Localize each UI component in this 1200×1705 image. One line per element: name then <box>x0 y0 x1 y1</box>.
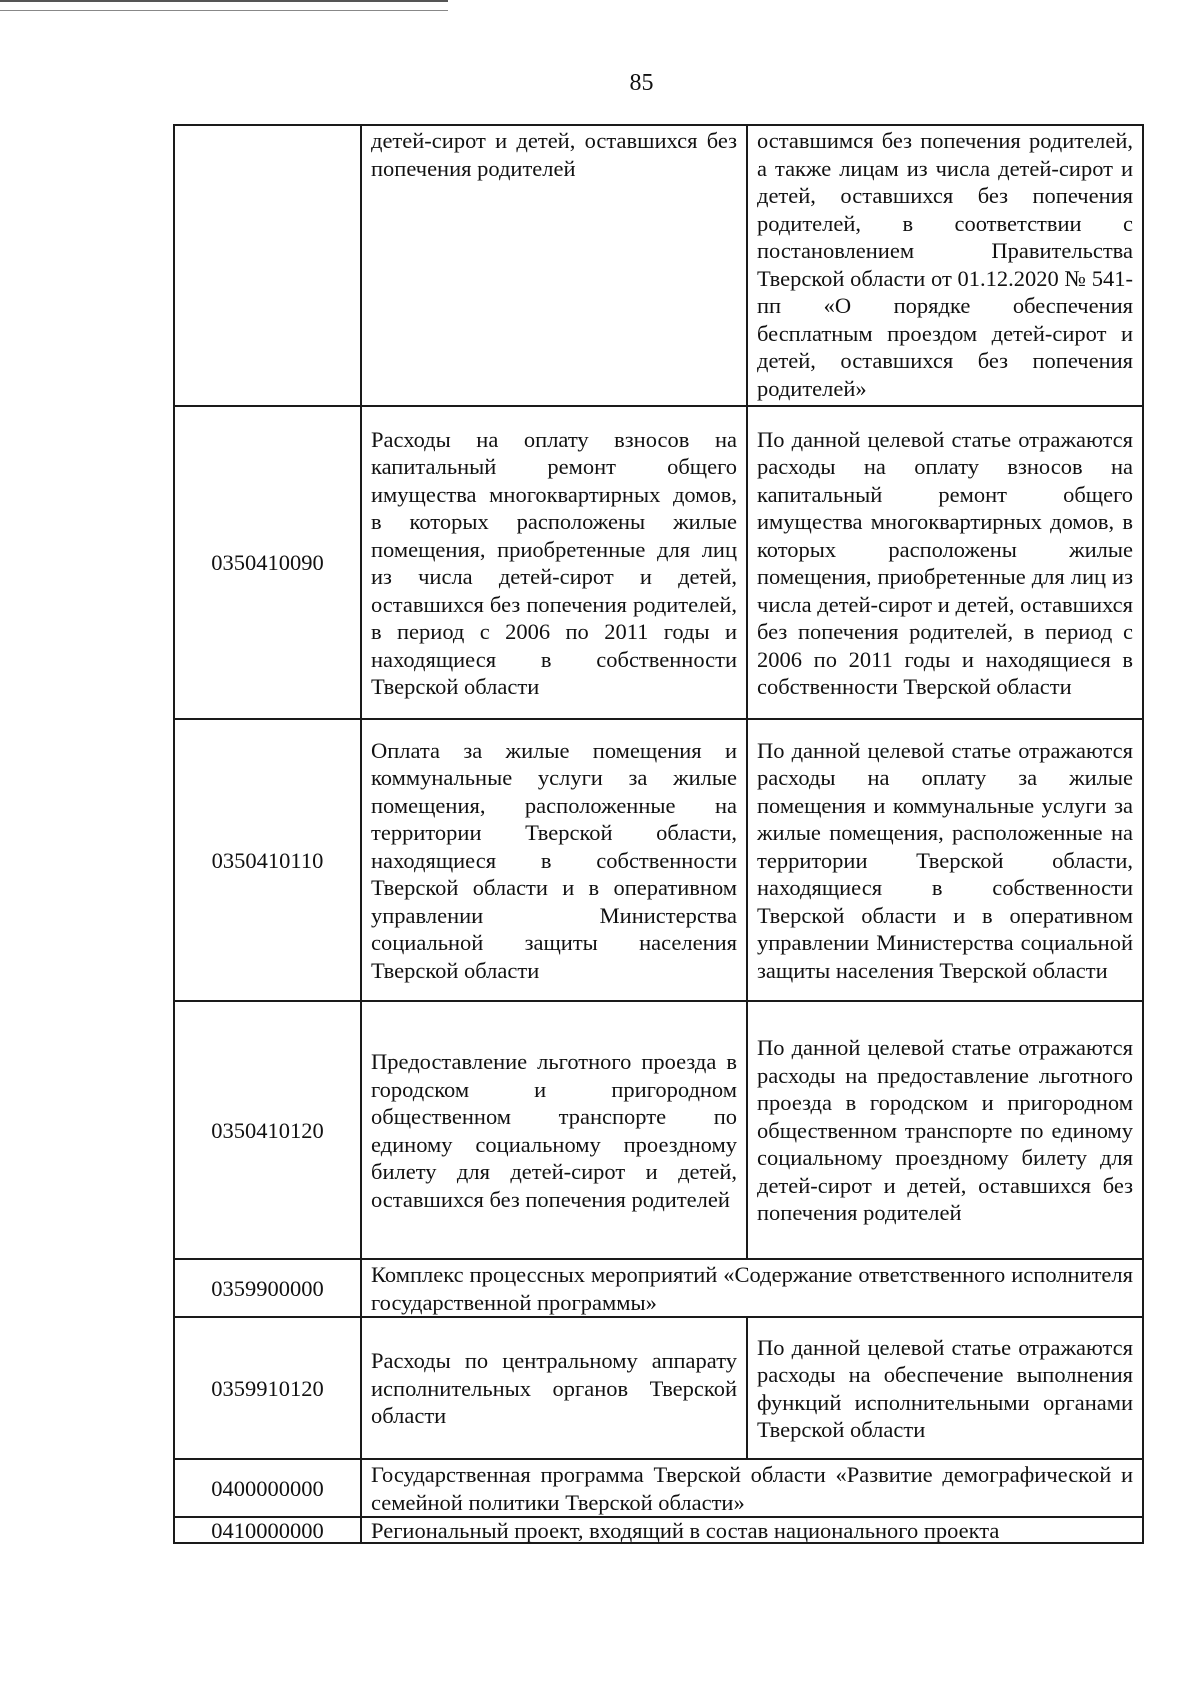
target-description-cell: По данной целевой статье отражаются расходы на оплату за жилые помещения и коммунальные услуги за жилые помещения, расположенные на территории Тверской области, находящиеся в собственности Тверской области и в оперативном управлении Министерства социальной защиты населения Тверской области <box>747 719 1143 1001</box>
table-row <box>174 1317 1143 1459</box>
page-number: 85 <box>629 70 654 96</box>
target-code-cell: 0350410110 <box>174 719 361 1001</box>
target-code-cell: 0359900000 <box>174 1259 361 1317</box>
target-name-cell: Расходы на оплату взносов на капитальный ремонт общего имущества многоквартирных домов, в которых расположены жилые помещения, приобретенные для лиц из числа детей-сирот и детей, оставшихся без попечения родителей, в период с 2006 по 2011 годы и находящиеся в собственности Тверской области <box>361 406 747 719</box>
target-name-cell: Предоставление льготного проезда в городском и пригородном общественном транспорте по единому социальному проездному билету для детей-сирот и детей, оставшихся без попечения родителей <box>361 1001 747 1259</box>
scan-border-line <box>0 0 448 2</box>
target-code-cell: 0400000000 <box>174 1459 361 1517</box>
target-description-cell: оставшимся без попечения родителей, а также лицам из числа детей-сирот и детей, оставшихся без попечения родителей, в соответствии с постановлением Правительства Тверской области от 01.12.2020 № 541-пп «О порядке обеспечения бесплатным проездом детей-сирот и детей, оставшихся без попечения родителей» <box>747 125 1143 406</box>
table-row <box>174 125 1143 406</box>
program-section-cell: Комплекс процессных мероприятий «Содержание ответственного исполнителя государственной программы» <box>361 1259 1143 1317</box>
scan-border-line <box>0 10 448 11</box>
table-row <box>174 406 1143 719</box>
target-code-cell: 0410000000 <box>174 1517 361 1543</box>
target-code-cell: 0350410090 <box>174 406 361 719</box>
table-row <box>174 1459 1143 1517</box>
target-code-cell: 0350410120 <box>174 1001 361 1259</box>
table-row <box>174 1517 1143 1543</box>
target-code-cell <box>174 125 361 406</box>
program-section-cell: Региональный проект, входящий в состав национального проекта <box>361 1517 1143 1543</box>
target-name-cell: детей-сирот и детей, оставшихся без попечения родителей <box>361 125 747 406</box>
target-name-cell: Оплата за жилые помещения и коммунальные услуги за жилые помещения, расположенные на территории Тверской области, находящиеся в собственности Тверской области и в оперативном управлении Министерства социальной защиты населения Тверской области <box>361 719 747 1001</box>
target-description-cell: По данной целевой статье отражаются расходы на оплату взносов на капитальный ремонт общего имущества многоквартирных домов, в которых расположены жилые помещения, приобретенные для лиц из числа детей-сирот и детей, оставшихся без попечения родителей, в период с 2006 по 2011 годы и находящиеся в собственности Тверской области <box>747 406 1143 719</box>
target-name-cell: Расходы по центральному аппарату исполнительных органов Тверской области <box>361 1317 747 1459</box>
budget-classification-table <box>173 124 1144 1544</box>
target-description-cell: По данной целевой статье отражаются расходы на предоставление льготного проезда в городском и пригородном общественном транспорте по единому социальному проездному билету для детей-сирот и детей, оставшихся без попечения родителей <box>747 1001 1143 1259</box>
table-row <box>174 719 1143 1001</box>
table-row <box>174 1259 1143 1317</box>
target-description-cell: По данной целевой статье отражаются расходы на обеспечение выполнения функций исполнительными органами Тверской области <box>747 1317 1143 1459</box>
program-section-cell: Государственная программа Тверской области «Развитие демографической и семейной политики Тверской области» <box>361 1459 1143 1517</box>
table-row <box>174 1001 1143 1259</box>
target-code-cell: 0359910120 <box>174 1317 361 1459</box>
